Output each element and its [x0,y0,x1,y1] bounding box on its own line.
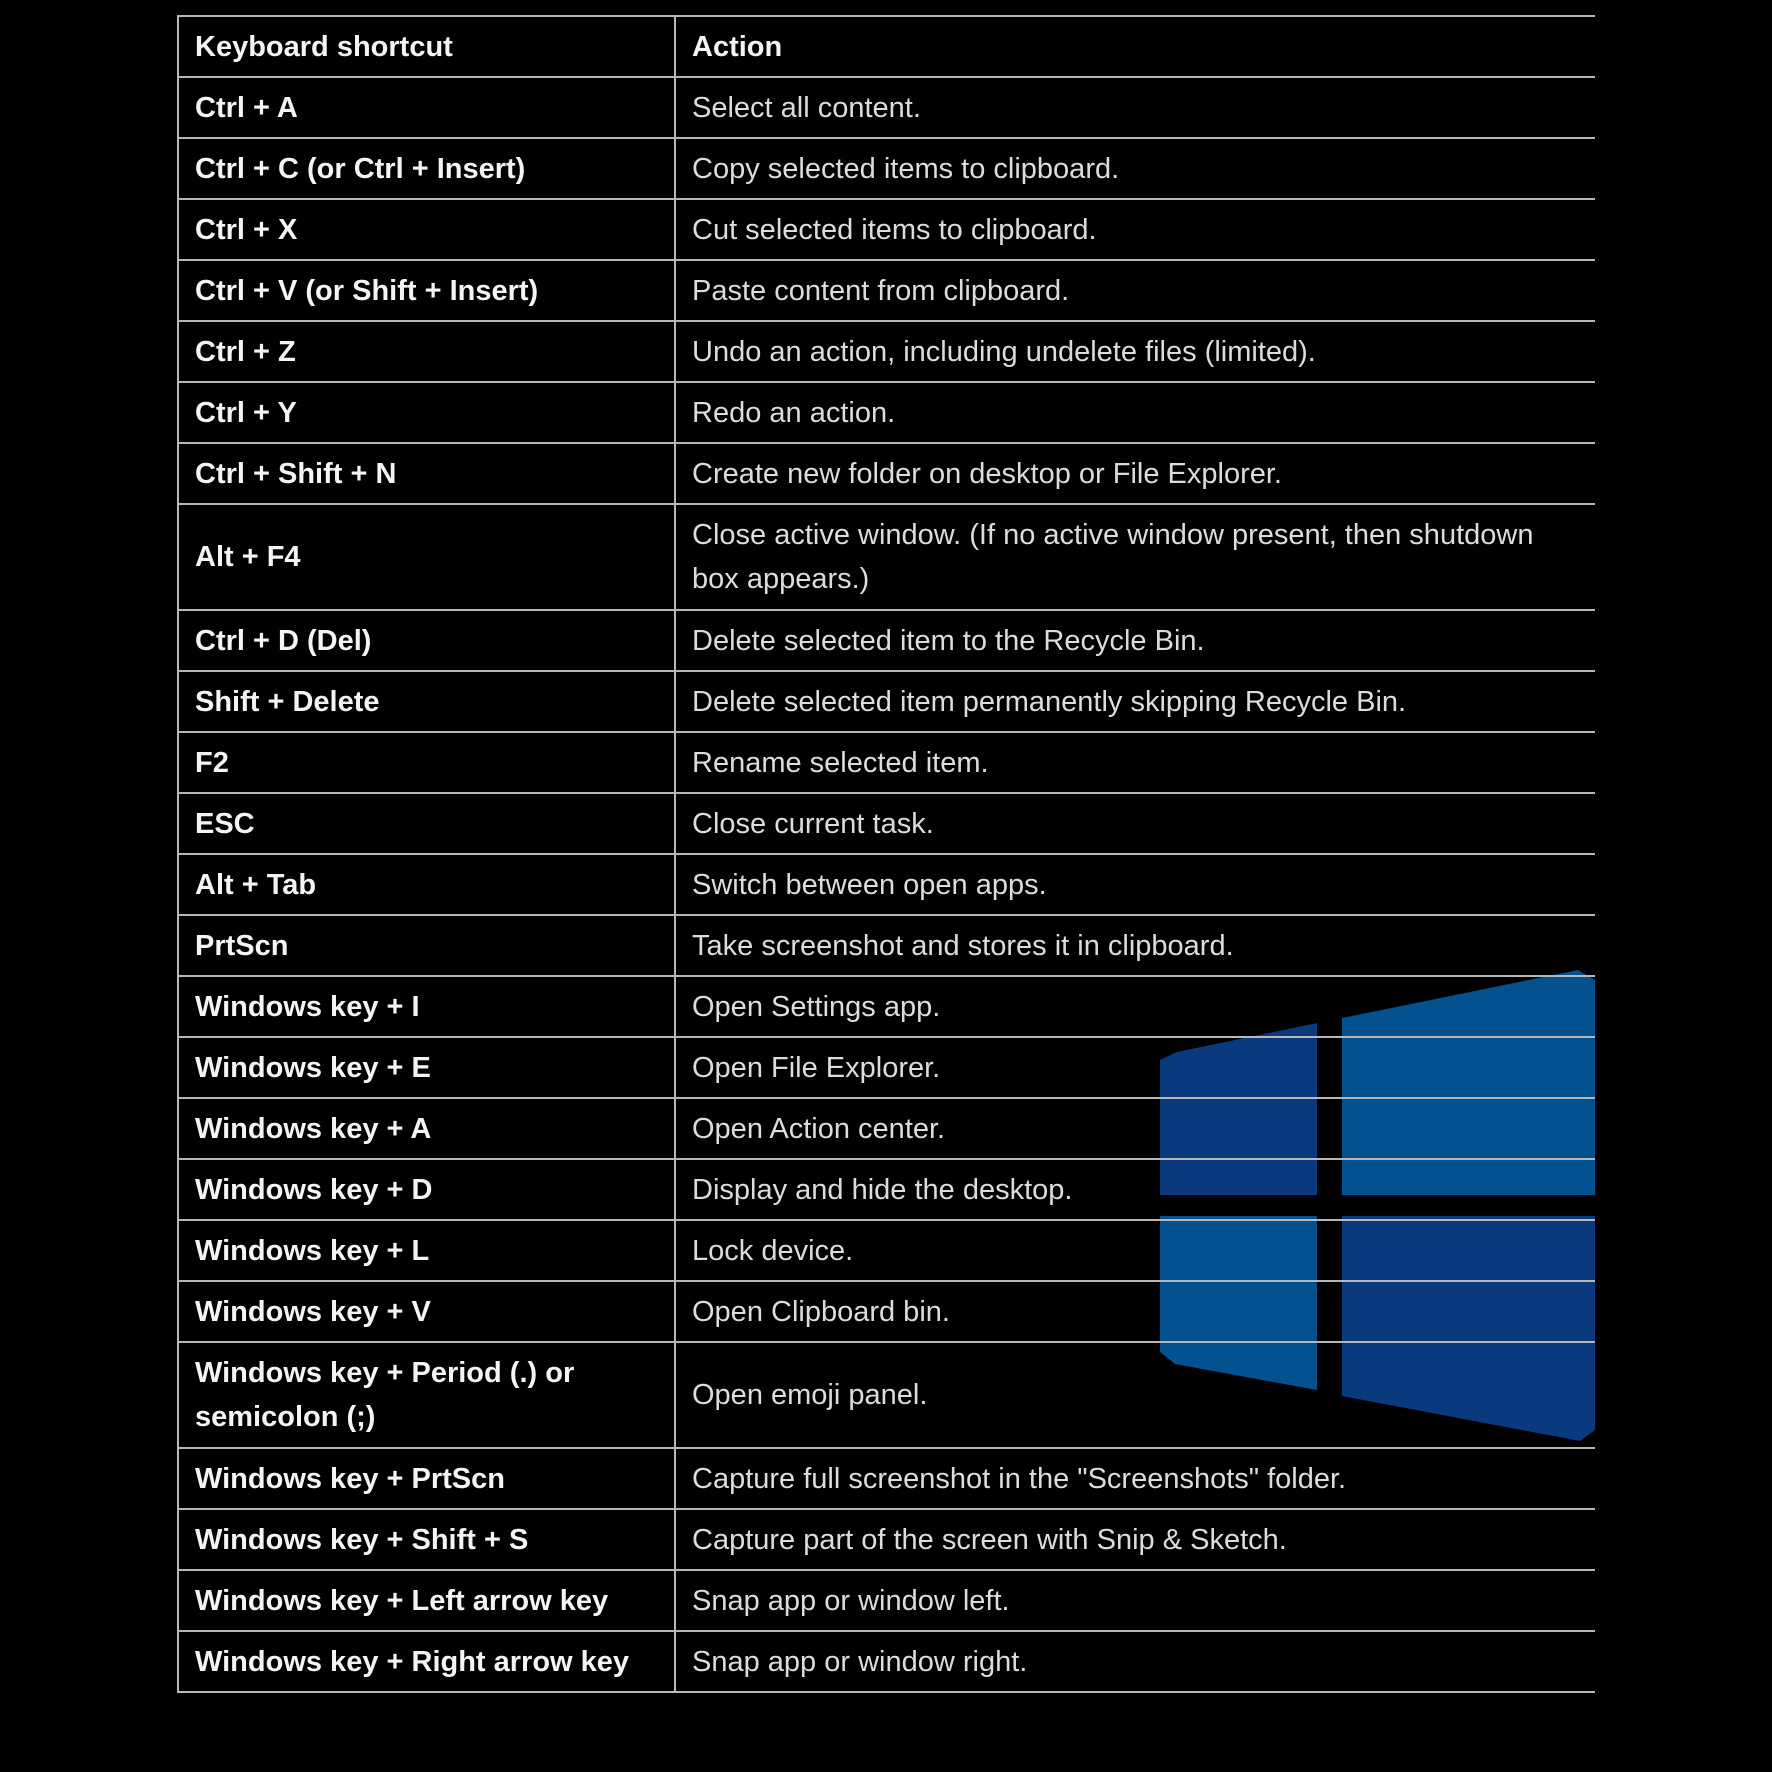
table-row [178,1448,1595,1509]
action-cell: Capture part of the screen with Snip & Sketch. [675,1509,1595,1570]
shortcut-cell: Windows key + PrtScn [178,1448,675,1509]
table-row [178,915,1595,976]
shortcut-cell: Windows key + A [178,1098,675,1159]
table-row [178,793,1595,854]
shortcut-cell: Windows key + Right arrow key [178,1631,675,1692]
shortcut-cell: PrtScn [178,915,675,976]
action-cell: Paste content from clipboard. [675,260,1595,321]
shortcuts-table [177,15,1595,1693]
action-cell: Copy selected items to clipboard. [675,138,1595,199]
action-cell: Open emoji panel. [675,1342,1595,1448]
action-cell: Open File Explorer. [675,1037,1595,1098]
shortcut-cell: Windows key + I [178,976,675,1037]
table-row [178,443,1595,504]
table-row [178,138,1595,199]
table-row [178,610,1595,671]
action-cell: Delete selected item to the Recycle Bin. [675,610,1595,671]
action-cell: Delete selected item permanently skipping Recycle Bin. [675,671,1595,732]
shortcut-cell: Windows key + Period (.) or semicolon (;) [178,1342,675,1448]
header-row [178,16,1595,77]
table-row [178,1037,1595,1098]
shortcut-cell: Ctrl + Z [178,321,675,382]
shortcut-cell: F2 [178,732,675,793]
action-cell: Display and hide the desktop. [675,1159,1595,1220]
table-row [178,504,1595,610]
table-row [178,1220,1595,1281]
table-row [178,1509,1595,1570]
table-row [178,321,1595,382]
shortcut-cell: Windows key + D [178,1159,675,1220]
shortcut-cell: Ctrl + X [178,199,675,260]
table-header [178,16,1595,77]
action-cell: Take screenshot and stores it in clipboard. [675,915,1595,976]
header-shortcut: Keyboard shortcut [178,16,675,77]
table-row [178,976,1595,1037]
action-cell: Undo an action, including undelete files (limited). [675,321,1595,382]
table-row [178,1342,1595,1448]
shortcut-cell: Ctrl + D (Del) [178,610,675,671]
shortcut-cell: ESC [178,793,675,854]
action-cell: Snap app or window left. [675,1570,1595,1631]
action-cell: Open Settings app. [675,976,1595,1037]
action-cell: Capture full screenshot in the "Screenshots" folder. [675,1448,1595,1509]
table-row [178,199,1595,260]
table-body [178,77,1595,1692]
action-cell: Cut selected items to clipboard. [675,199,1595,260]
table-row [178,1570,1595,1631]
table-row [178,732,1595,793]
shortcut-cell: Shift + Delete [178,671,675,732]
shortcut-cell: Ctrl + Shift + N [178,443,675,504]
table-row [178,854,1595,915]
shortcut-cell: Windows key + Shift + S [178,1509,675,1570]
table-row [178,1159,1595,1220]
shortcut-cell: Windows key + Left arrow key [178,1570,675,1631]
shortcut-cell: Ctrl + C (or Ctrl + Insert) [178,138,675,199]
shortcut-cell: Ctrl + A [178,77,675,138]
table-row [178,671,1595,732]
action-cell: Create new folder on desktop or File Explorer. [675,443,1595,504]
action-cell: Lock device. [675,1220,1595,1281]
action-cell: Close current task. [675,793,1595,854]
table-row [178,260,1595,321]
shortcut-cell: Windows key + L [178,1220,675,1281]
shortcut-cell: Ctrl + V (or Shift + Insert) [178,260,675,321]
action-cell: Switch between open apps. [675,854,1595,915]
table-row [178,382,1595,443]
shortcut-cell: Alt + Tab [178,854,675,915]
action-cell: Snap app or window right. [675,1631,1595,1692]
table-row [178,1098,1595,1159]
shortcut-cell: Ctrl + Y [178,382,675,443]
action-cell: Select all content. [675,77,1595,138]
table-row [178,1631,1595,1692]
header-action: Action [675,16,1595,77]
action-cell: Redo an action. [675,382,1595,443]
action-cell: Open Action center. [675,1098,1595,1159]
shortcut-cell: Windows key + E [178,1037,675,1098]
action-cell: Open Clipboard bin. [675,1281,1595,1342]
table-row [178,1281,1595,1342]
action-cell: Rename selected item. [675,732,1595,793]
shortcut-cell: Alt + F4 [178,504,675,610]
action-cell: Close active window. (If no active window present, then shutdown box appears.) [675,504,1595,610]
table-row [178,77,1595,138]
shortcut-cell: Windows key + V [178,1281,675,1342]
